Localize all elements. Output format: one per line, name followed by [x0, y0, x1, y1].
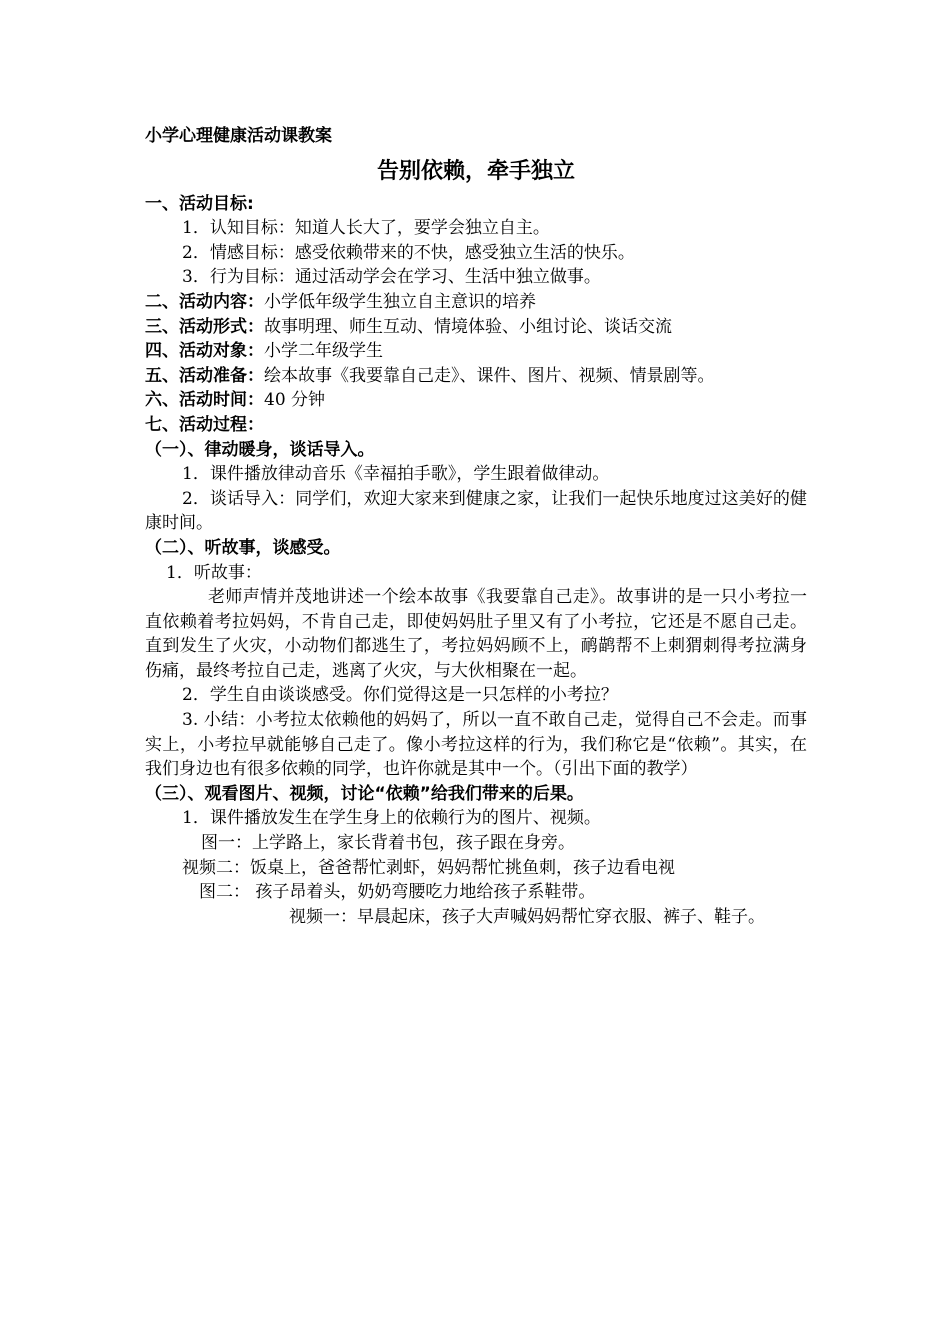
goal-item-cognitive: 1．认知目标：知道人长大了，要学会独立自主。 — [182, 218, 550, 239]
goal-item-behavioral: 3．行为目标：通过活动学会在学习、生活中独立做事。 — [182, 267, 601, 288]
info-row-audience — [145, 339, 807, 364]
info-row-form — [145, 315, 807, 340]
info-label: 四、活动对象： — [145, 341, 264, 362]
info-row-duration — [145, 388, 807, 413]
document-title: 告别依赖，牵手独立 — [376, 158, 575, 184]
part3-video-one: 视频一：早晨起床，孩子大声喊妈妈帮忙穿衣服、裤子、鞋子。 — [289, 906, 765, 927]
part3-video-two: 视频二：饭桌上，爸爸帮忙剥虾，妈妈帮忙挑鱼刺，孩子边看电视 — [182, 857, 675, 878]
part3-item1: 1．课件播放发生在学生身上的依赖行为的图片、视频。 — [182, 808, 601, 829]
info-value: 小学二年级学生 — [264, 341, 383, 362]
info-label: 二、活动内容： — [145, 291, 264, 312]
info-value: 小学低年级学生独立自主意识的培养 — [264, 291, 536, 312]
part3-heading: （三）、观看图片、视频，讨论“依赖”给我们带来的后果。 — [145, 783, 584, 804]
info-label: 六、活动时间： — [145, 390, 264, 411]
part1-item2: 2．谈话导入：同学们，欢迎大家来到健康之家，让我们一起快乐地度过这美好的健康时间。 — [145, 488, 807, 534]
process-heading: 七、活动过程： — [145, 414, 264, 435]
part2-item3: 3. 小结：小考拉太依赖他的妈妈了，所以一直不敢自己走，觉得自己不会走。而事实上，小考拉早就能够自己走了。像小考拉这样的行为，我们称它是“依赖”。其实，在我们身边也有很多依赖的同学，也许你就是其中一个。（引出下面的教学） — [145, 710, 807, 780]
info-row-content — [145, 290, 807, 315]
info-value: 40 分钟 — [264, 390, 326, 411]
part3-figure-two: 图二： 孩子昂着头，奶奶弯腰吃力地给孩子系鞋带。 — [199, 882, 596, 903]
document-page — [145, 124, 807, 929]
part2-item1: 1．听故事： — [166, 562, 262, 583]
part2-story: 老师声情并茂地讲述一个绘本故事《我要靠自己走》。故事讲的是一只小考拉一直依赖着考拉妈妈，不肯自己走，即使妈妈肚子里又有了小考拉，它还是不愿自己走。直到发生了火灾，小动物们都逃生了，考拉妈妈顾不上，鸸鹋帮不上刺猬刺得考拉满身伤痛，最终考拉自己走，逃离了火灾，与大伙相聚在一起。 — [145, 587, 807, 681]
info-label: 五、活动准备： — [145, 365, 264, 386]
info-row-preparation — [145, 364, 807, 389]
part2-item2: 2．学生自由谈谈感受。你们觉得这是一只怎样的小考拉？ — [182, 685, 618, 706]
part3-figure-one: 图一：上学路上，家长背着书包，孩子跟在身旁。 — [201, 833, 575, 854]
goal-item-emotional: 2．情感目标：感受依赖带来的不快，感受独立生活的快乐。 — [182, 242, 635, 263]
info-value: 绘本故事《我要靠自己走》、课件、图片、视频、情景剧等。 — [264, 365, 715, 386]
part1-heading: （一）、律动暖身，谈话导入。 — [145, 439, 375, 460]
info-label: 三、活动形式： — [145, 316, 264, 337]
goals-heading: 一、活动目标: — [145, 193, 254, 214]
info-value: 故事明理、师生互动、情境体验、小组讨论、谈话交流 — [264, 316, 672, 337]
document-header: 小学心理健康活动课教案 — [145, 126, 332, 146]
part2-heading: （二）、听故事，谈感受。 — [145, 537, 341, 558]
part1-item1: 1．课件播放律动音乐《幸福拍手歌》，学生跟着做律动。 — [182, 464, 610, 485]
